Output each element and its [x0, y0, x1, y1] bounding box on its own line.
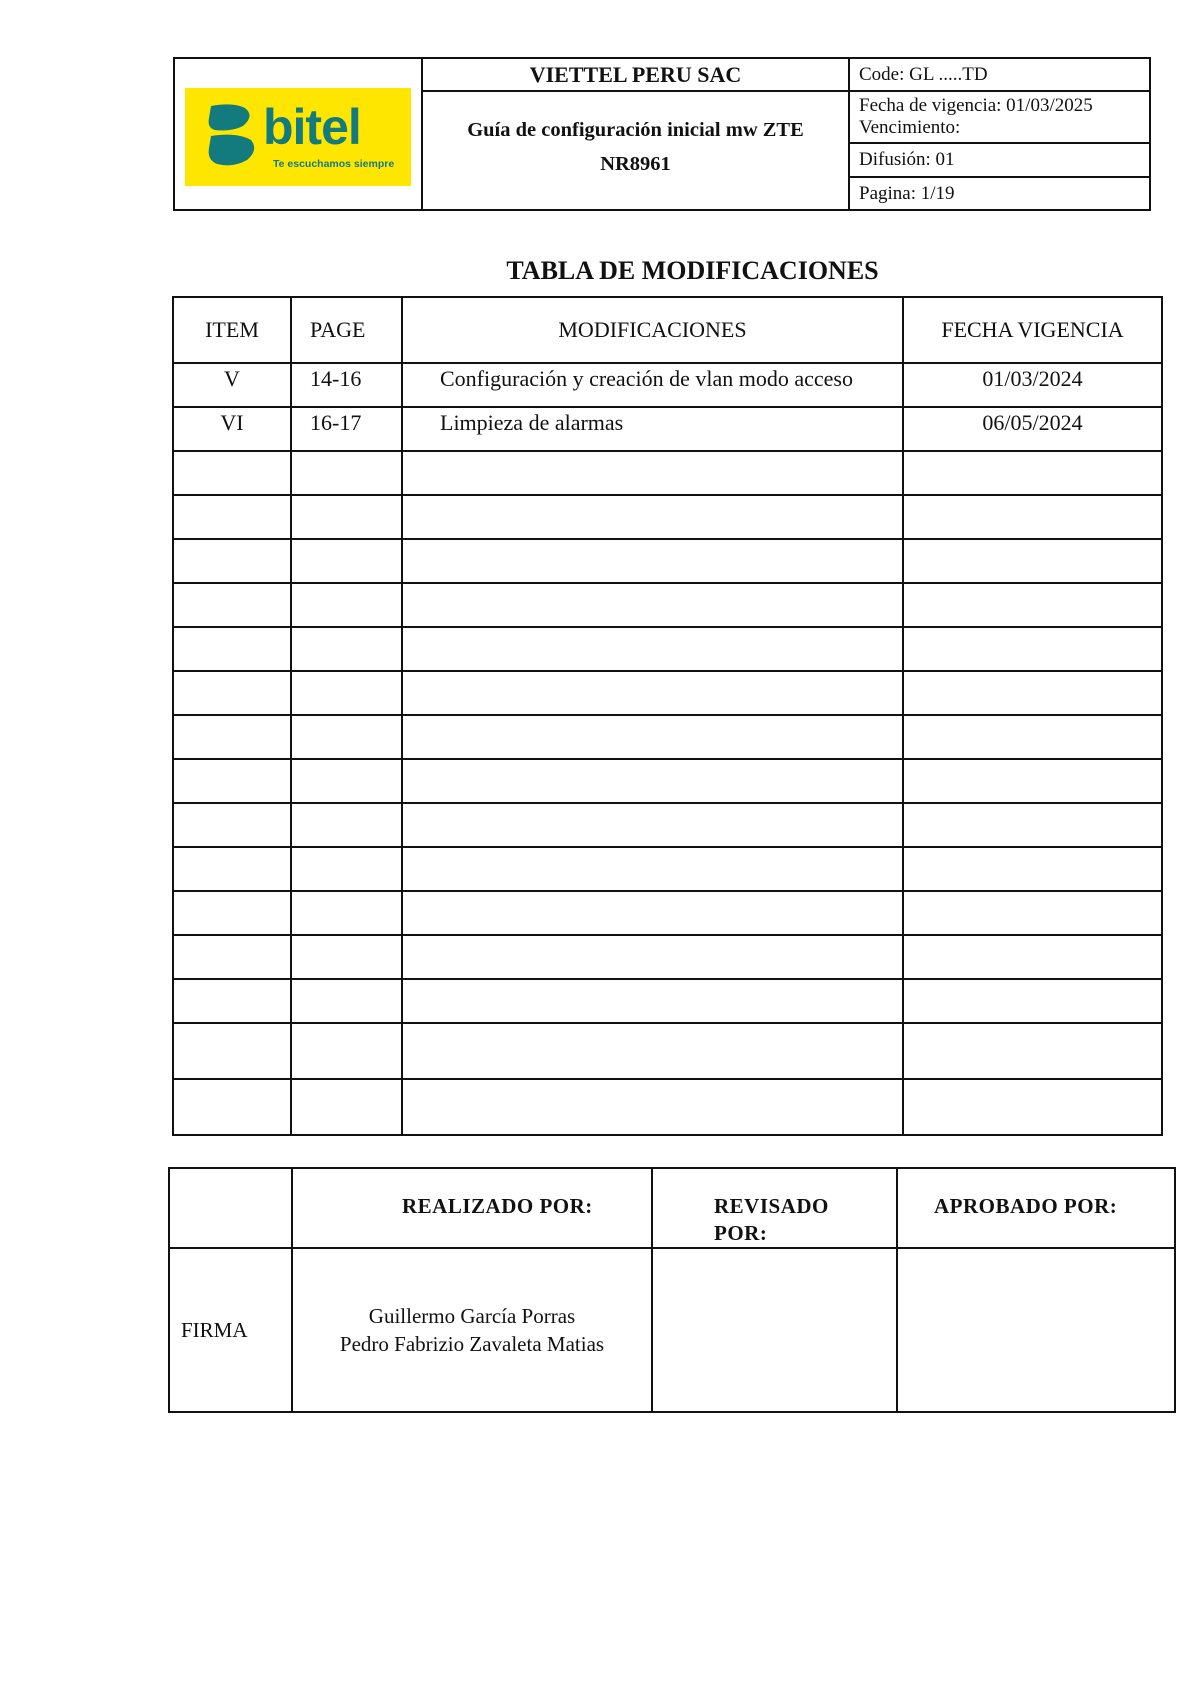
- row-page: 14-16: [291, 363, 402, 407]
- row-modificacion: [402, 451, 903, 495]
- row-page: [291, 627, 402, 671]
- row-page: [291, 715, 402, 759]
- realizado-header: [292, 1168, 652, 1248]
- row-modificacion: [402, 1023, 903, 1079]
- modifications-title: TABLA DE MODIFICACIONES: [506, 256, 879, 285]
- column-header-item: ITEM: [173, 297, 291, 363]
- table-row: [173, 891, 1162, 935]
- logo-wordmark: bitel: [263, 99, 361, 155]
- bitel-logo: [185, 88, 411, 186]
- firma-label: FIRMA: [169, 1248, 292, 1412]
- row-fecha-vigencia: [903, 1079, 1162, 1135]
- document-code: Code: GL .....TD: [850, 59, 1149, 92]
- row-page: [291, 539, 402, 583]
- row-item: [173, 583, 291, 627]
- row-fecha-vigencia: [903, 803, 1162, 847]
- table-row: [173, 451, 1162, 495]
- row-item: [173, 847, 291, 891]
- signature-table: [168, 1167, 1176, 1413]
- row-item: VI: [173, 407, 291, 451]
- document-meta: [850, 59, 1149, 209]
- row-item: [173, 803, 291, 847]
- row-modificacion: [402, 979, 903, 1023]
- row-item: [173, 759, 291, 803]
- table-row: [173, 671, 1162, 715]
- modifications-body: [173, 363, 1162, 1135]
- row-item: [173, 495, 291, 539]
- row-modificacion: [402, 495, 903, 539]
- row-fecha-vigencia: [903, 671, 1162, 715]
- row-page: [291, 847, 402, 891]
- realizado-names: [292, 1248, 652, 1412]
- company-name: VIETTEL PERU SAC: [423, 59, 848, 92]
- row-fecha-vigencia: [903, 715, 1162, 759]
- table-row: [173, 539, 1162, 583]
- row-modificacion: [402, 759, 903, 803]
- row-fecha-vigencia: [903, 935, 1162, 979]
- bitel-b-mark-icon: [205, 102, 259, 170]
- realizado-name-1: Guillermo García Porras: [368, 1304, 576, 1328]
- modifications-table: [172, 296, 1163, 1136]
- row-fecha-vigencia: [903, 583, 1162, 627]
- realizado-name-2: Pedro Fabrizio Zavaleta Matias: [339, 1332, 605, 1356]
- table-row: [173, 363, 1162, 407]
- row-modificacion: [402, 671, 903, 715]
- row-page: [291, 583, 402, 627]
- signature-corner-cell: [169, 1168, 292, 1248]
- row-item: [173, 539, 291, 583]
- row-item: [173, 891, 291, 935]
- row-fecha-vigencia: [903, 627, 1162, 671]
- signature-firma-row: [169, 1248, 1175, 1412]
- table-row: [173, 979, 1162, 1023]
- row-modificacion: Limpieza de alarmas: [402, 407, 903, 451]
- row-page: 16-17: [291, 407, 402, 451]
- validity-block: [850, 92, 1149, 144]
- column-header-fecha-vigencia: FECHA VIGENCIA: [903, 297, 1162, 363]
- row-page: [291, 495, 402, 539]
- row-page: [291, 759, 402, 803]
- table-row: [173, 1023, 1162, 1079]
- revisado-label-line-1: REVISADO: [714, 1194, 829, 1218]
- table-row: [173, 935, 1162, 979]
- document-header: [173, 57, 1151, 211]
- page-number: Pagina: 1/19: [859, 183, 955, 204]
- column-header-page: PAGE: [291, 297, 402, 363]
- revisado-label: [653, 1169, 896, 1247]
- table-row: [173, 715, 1162, 759]
- signature-header-row: [169, 1168, 1175, 1248]
- row-modificacion: [402, 539, 903, 583]
- row-fecha-vigencia: [903, 847, 1162, 891]
- revisado-header: [652, 1168, 897, 1248]
- row-item: V: [173, 363, 291, 407]
- row-item: [173, 627, 291, 671]
- table-row: [173, 803, 1162, 847]
- modifications-header-row: [173, 297, 1162, 363]
- difusion: Difusión: 01: [850, 144, 1149, 178]
- row-modificacion: [402, 1079, 903, 1135]
- row-modificacion: [402, 935, 903, 979]
- row-page: [291, 671, 402, 715]
- row-page: [291, 1079, 402, 1135]
- row-item: [173, 715, 291, 759]
- row-modificacion: [402, 715, 903, 759]
- row-fecha-vigencia: [903, 539, 1162, 583]
- row-page: [291, 935, 402, 979]
- table-row: [173, 847, 1162, 891]
- document-title: [423, 113, 848, 181]
- aprobado-label: APROBADO POR:: [934, 1194, 1118, 1218]
- table-row: [173, 1079, 1162, 1135]
- row-fecha-vigencia: [903, 759, 1162, 803]
- table-row: [173, 759, 1162, 803]
- logo-tagline: Te escuchamos siempre: [273, 158, 395, 170]
- row-fecha-vigencia: [903, 979, 1162, 1023]
- row-modificacion: [402, 847, 903, 891]
- row-fecha-vigencia: 06/05/2024: [903, 407, 1162, 451]
- document-title-line-1: Guía de configuración inicial mw ZTE: [467, 119, 804, 141]
- row-page: [291, 891, 402, 935]
- revisado-label-line-2: POR:: [714, 1221, 768, 1245]
- row-modificacion: [402, 891, 903, 935]
- row-page: [291, 979, 402, 1023]
- document-title-line-2: NR8961: [600, 153, 671, 175]
- aprobado-header: [897, 1168, 1175, 1248]
- revisado-signature-cell: [652, 1248, 897, 1412]
- logo-cell: [175, 59, 423, 209]
- row-item: [173, 1079, 291, 1135]
- fecha-vigencia: Fecha de vigencia: 01/03/2025: [859, 95, 1093, 116]
- row-item: [173, 979, 291, 1023]
- aprobado-signature-cell: [897, 1248, 1175, 1412]
- row-fecha-vigencia: [903, 891, 1162, 935]
- realizado-label: REALIZADO POR:: [402, 1194, 593, 1218]
- row-modificacion: [402, 583, 903, 627]
- row-item: [173, 935, 291, 979]
- row-modificacion: [402, 627, 903, 671]
- row-modificacion: Configuración y creación de vlan modo acceso: [402, 363, 903, 407]
- table-row: [173, 583, 1162, 627]
- row-fecha-vigencia: [903, 1023, 1162, 1079]
- row-item: [173, 451, 291, 495]
- column-header-modificaciones: MODIFICACIONES: [402, 297, 903, 363]
- row-fecha-vigencia: 01/03/2024: [903, 363, 1162, 407]
- row-item: [173, 671, 291, 715]
- vencimiento: Vencimiento:: [859, 117, 961, 138]
- row-fecha-vigencia: [903, 451, 1162, 495]
- row-page: [291, 451, 402, 495]
- table-row: [173, 407, 1162, 451]
- row-fecha-vigencia: [903, 495, 1162, 539]
- row-page: [291, 1023, 402, 1079]
- row-item: [173, 1023, 291, 1079]
- title-cell: [423, 59, 850, 209]
- table-row: [173, 627, 1162, 671]
- table-row: [173, 495, 1162, 539]
- row-modificacion: [402, 803, 903, 847]
- row-page: [291, 803, 402, 847]
